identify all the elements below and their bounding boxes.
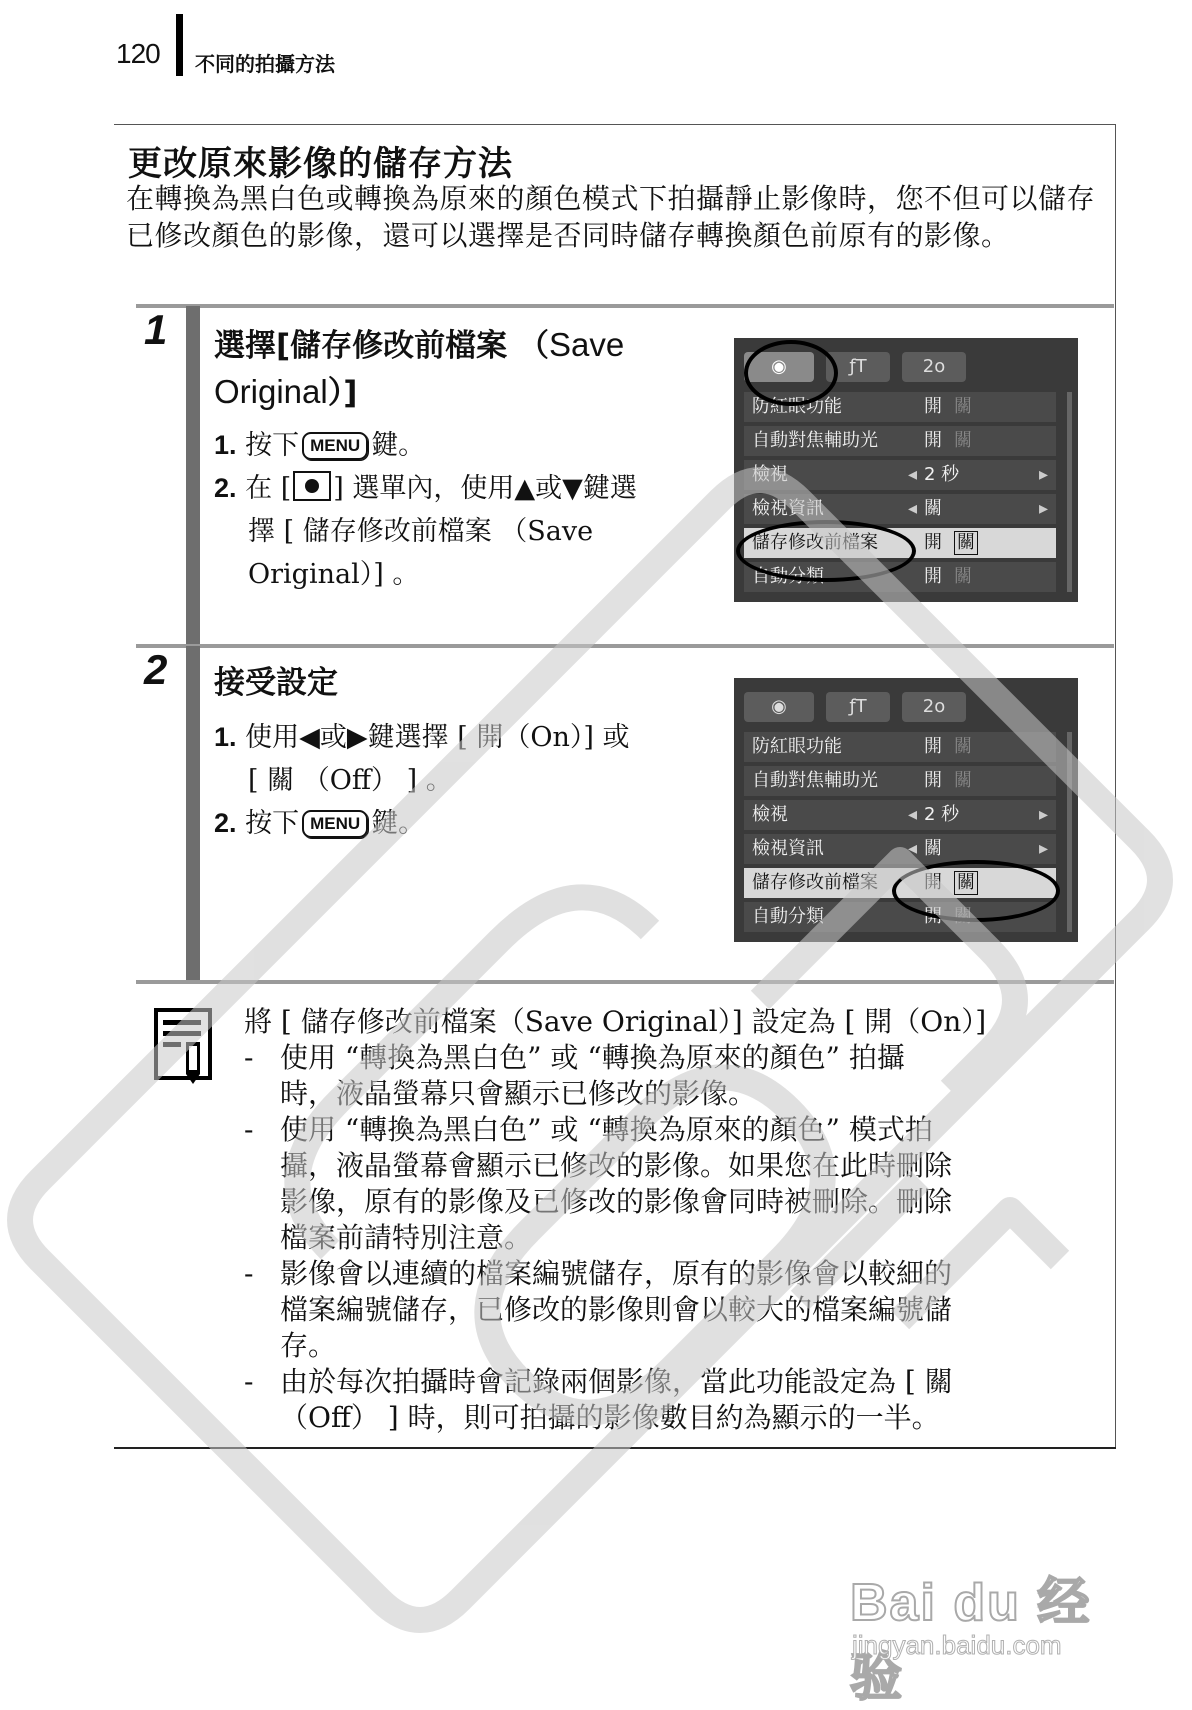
tab-setup: ƒT <box>826 352 890 382</box>
step-bar-2 <box>186 646 200 982</box>
step2-heading: 接受設定 <box>214 665 338 701</box>
lcd-row: 自動對焦輔助光 開 關 <box>744 426 1056 456</box>
menu-key: MENU <box>302 810 368 838</box>
lcd-row: 防紅眼功能 開 關 <box>744 732 1056 762</box>
intro-paragraph: 在轉換為黑白色或轉換為原來的顏色模式下拍攝靜止影像時，您不但可以儲存已修改顏色的影像，還可以選擇是否同時儲存轉換顏色前原有的影像。 <box>126 182 1096 252</box>
left-arrow-icon: ◀ <box>299 722 320 753</box>
lcd-scrollbar <box>1067 392 1072 592</box>
camera-icon: ◉ <box>744 352 814 382</box>
step1-instructions: 1. 按下 MENU 鍵。 2. 在 [ ] 選單內，使用▲或▼鍵選 擇 [ 儲存修改前檔案 （Save Original）] 。 <box>214 430 637 590</box>
header-divider <box>176 14 183 76</box>
step1-heading: 選擇[儲存修改前檔案 （Save Original）] <box>214 326 625 411</box>
chapter-title: 不同的拍攝方法 <box>195 52 335 76</box>
section-title: 更改原來影像的儲存方法 <box>128 144 513 184</box>
divider-note <box>136 980 1114 984</box>
tab-mycolors: 2o <box>902 692 966 722</box>
tab-mycolors: 2o <box>902 352 966 382</box>
lcd-row: 檢視 ◂ 2 秒 ▸ <box>744 800 1056 830</box>
step-number-1: 1 <box>144 306 168 353</box>
lcd-row: 防紅眼功能 開 關 <box>744 392 1056 422</box>
lcd-row: 自動對焦輔助光 開 關 <box>744 766 1056 796</box>
highlight-ellipse <box>736 520 916 582</box>
note-text: 將 [ 儲存修改前檔案（Save Original）] 設定為 [ 開（On）] - 使用 “轉換為黑白色” 或 “轉換為原來的顏色” 拍攝 時，液晶螢幕只會顯示已修改的影像。 - 使用 “轉換為黑白色” 或 “轉換為原來的顏色” 模式拍 攝，液晶螢幕會顯示已修改的影像。如果您在此時刪除 影像，原有的影像及已修改的影像會同時被刪除。刪除 檔案前請特別注意。 - 影像會以連續的檔案編號儲存，原有的影像會以較細的 檔案編號儲存，已修改的影像則會以較大的檔案編號儲 存。 - 由於每次拍攝時會記錄兩個影像，當此功能設定為 [ 關 （Off） ] 時，則可拍攝的影像數目約為顯示的一半。 <box>244 1005 987 1434</box>
lcd-row: 檢視 ◂ 2 秒 ▸ <box>744 460 1056 490</box>
tab-setup: ƒT <box>826 692 890 722</box>
right-arrow-icon: ▶ <box>346 722 368 753</box>
step-number-2: 2 <box>144 646 168 693</box>
down-arrow-icon: ▼ <box>562 473 583 504</box>
menu-key: MENU <box>302 432 368 460</box>
up-arrow-icon: ▲ <box>514 473 536 504</box>
page-number: 120 <box>116 38 160 69</box>
step2-instructions: 1. 使用◀或▶鍵選擇 [ 開（On）] 或 [ 關 （Off） ] 。 2. 按下 MENU 鍵。 <box>214 722 630 839</box>
lcd-scrollbar <box>1067 732 1072 932</box>
highlight-ellipse <box>744 340 838 406</box>
step-bar-1 <box>186 306 200 646</box>
memo-pencil-icon <box>154 1008 212 1088</box>
highlight-ellipse <box>892 860 1060 922</box>
divider-step1 <box>136 304 1114 308</box>
lcd-row-selected: 儲存修改前檔案 開 關 <box>744 868 1056 898</box>
camera-icon <box>293 471 331 501</box>
lcd-row: 檢視資訊 ◂ 關 ▸ <box>744 494 1056 524</box>
camera-icon: ◉ <box>744 692 814 722</box>
frame-bottom-rule <box>114 1447 1116 1449</box>
lcd-row: 檢視資訊 ◂ 關 ▸ <box>744 834 1056 864</box>
divider-step2 <box>136 644 1114 648</box>
lcd-row: 自動分類 開 關 <box>744 562 1056 592</box>
baidu-jingyan-logo: Bai du 经验 jingyan.baidu.com <box>850 1574 1092 1707</box>
lcd-row: 自動分類 開 關 <box>744 902 1056 932</box>
lcd-row-selected: 儲存修改前檔案 開 關 <box>744 528 1056 558</box>
